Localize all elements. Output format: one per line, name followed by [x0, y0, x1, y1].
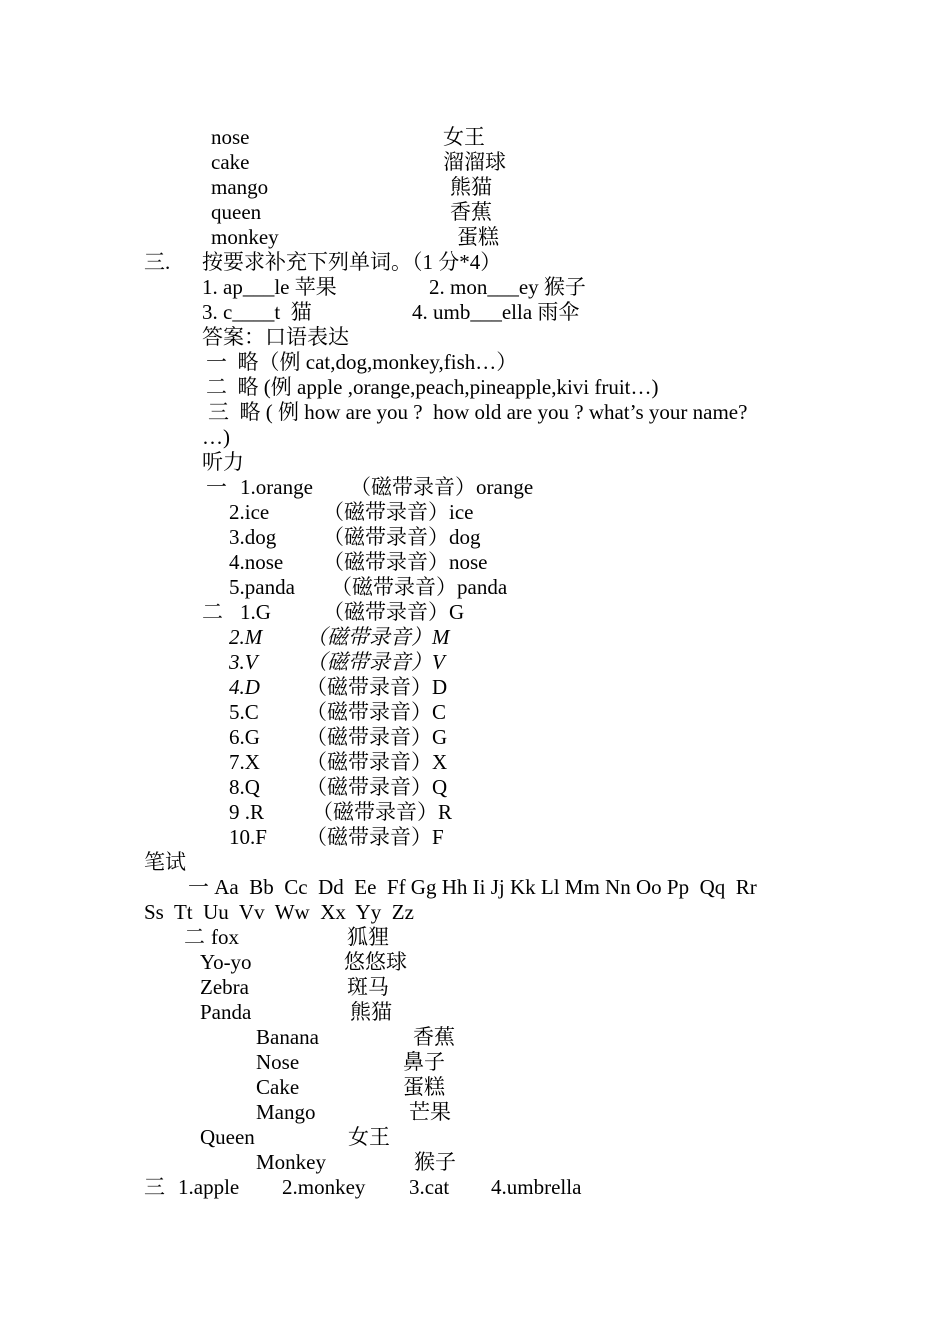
listening-tape: （磁带录音）D [306, 675, 448, 699]
fill-question: 3. c____t 猫 [202, 300, 312, 324]
section-title: 按要求补充下列单词。（1 分*4） [202, 250, 502, 274]
pair-en: Cake [256, 1075, 300, 1099]
oral-answer: 二 略 (例 apple ,orange,peach,pineapple,kivi fruit…) [206, 375, 659, 399]
listening-part1-label: 一 [206, 475, 227, 499]
pair-cn: 悠悠球 [344, 950, 407, 974]
pair-cn: 熊猫 [350, 1000, 392, 1024]
pair-cn: 香蕉 [413, 1025, 455, 1049]
listening-item: 4.D [229, 675, 260, 699]
listening-tape: （磁带录音）G [306, 725, 448, 749]
part3-answer: 4.umbrella [491, 1175, 582, 1199]
word-en: nose [211, 125, 250, 149]
listening-tape: （磁带录音）panda [331, 575, 508, 599]
pair-en: Monkey [256, 1150, 326, 1174]
listening-item: 2.M [229, 625, 263, 649]
pair-en: Zebra [200, 975, 249, 999]
fill-question: 2. mon___ey 猴子 [429, 275, 586, 299]
listening-item: 1.G [240, 600, 271, 624]
listening-heading: 听力 [202, 450, 244, 474]
word-en: monkey [211, 225, 279, 249]
written-part2-label: 二 [184, 925, 205, 949]
pair-cn: 芒果 [409, 1100, 451, 1124]
listening-tape: （磁带录音）Q [306, 775, 448, 799]
pair-en: Panda [200, 1000, 252, 1024]
listening-item: 3.dog [229, 525, 277, 549]
listening-item: 5.C [229, 700, 259, 724]
pair-cn: 鼻子 [403, 1050, 445, 1074]
listening-item: 3.V [229, 650, 258, 674]
oral-answer: 一 略（例 cat,dog,monkey,fish…） [206, 350, 518, 374]
listening-tape: （磁带录音）R [312, 800, 453, 824]
fill-question: 1. ap___le 苹果 [202, 275, 337, 299]
pair-cn: 蛋糕 [403, 1075, 445, 1099]
word-cn: 溜溜球 [443, 150, 506, 174]
written-part3-label: 三 [144, 1175, 165, 1199]
listening-item: 10.F [229, 825, 267, 849]
part3-answer: 2.monkey [282, 1175, 366, 1199]
fill-question: 4. umb___ella 雨伞 [412, 300, 580, 324]
pair-en: Banana [256, 1025, 319, 1049]
pair-cn: 女王 [348, 1125, 390, 1149]
listening-tape: （磁带录音）orange [350, 475, 534, 499]
part3-answer: 3.cat [409, 1175, 450, 1199]
listening-tape: （磁带录音）ice [323, 500, 474, 524]
listening-item: 9 .R [229, 800, 265, 824]
pair-cn: 狐狸 [347, 925, 389, 949]
section-marker: 三. [144, 250, 171, 274]
pair-cn: 猴子 [414, 1150, 456, 1174]
answers-heading: 答案：口语表达 [202, 325, 349, 349]
listening-tape: （磁带录音）V [306, 650, 445, 674]
listening-item: 2.ice [229, 500, 270, 524]
pair-en: Nose [256, 1050, 300, 1074]
listening-tape: （磁带录音）F [306, 825, 444, 849]
word-en: cake [211, 150, 250, 174]
pair-en: fox [211, 925, 239, 949]
word-cn: 熊猫 [450, 175, 492, 199]
listening-tape: （磁带录音）nose [323, 550, 488, 574]
pair-en: Yo-yo [200, 950, 252, 974]
alphabet-line: Ss Tt Uu Vv Ww Xx Yy Zz [144, 900, 414, 924]
pair-en: Queen [200, 1125, 255, 1149]
alphabet-line: 一 Aa Bb Cc Dd Ee Ff Gg Hh Ii Jj Kk Ll Mm Nn Oo Pp Qq Rr [188, 875, 757, 899]
word-en: queen [211, 200, 262, 224]
word-en: mango [211, 175, 269, 199]
listening-item: 1.orange [240, 475, 313, 499]
listening-item: 4.nose [229, 550, 284, 574]
word-cn: 香蕉 [450, 200, 492, 224]
pair-en: Mango [256, 1100, 316, 1124]
part3-answer: 1.apple [178, 1175, 240, 1199]
listening-item: 5.panda [229, 575, 295, 599]
word-cn: 蛋糕 [457, 225, 499, 249]
pair-cn: 斑马 [347, 975, 389, 999]
listening-tape: （磁带录音）dog [323, 525, 481, 549]
listening-tape: （磁带录音）M [306, 625, 450, 649]
word-cn: 女王 [443, 125, 485, 149]
listening-item: 6.G [229, 725, 260, 749]
oral-answer: 三 略 ( 例 how are you ? how old are you ? what’s your name? [208, 400, 748, 424]
listening-tape: （磁带录音）C [306, 700, 447, 724]
listening-item: 7.X [229, 750, 260, 774]
listening-tape: （磁带录音）G [323, 600, 465, 624]
listening-item: 8.Q [229, 775, 260, 799]
oral-answer: …) [202, 425, 230, 449]
written-heading: 笔试 [144, 850, 186, 874]
listening-tape: （磁带录音）X [306, 750, 448, 774]
listening-part2-label: 二 [202, 600, 223, 624]
